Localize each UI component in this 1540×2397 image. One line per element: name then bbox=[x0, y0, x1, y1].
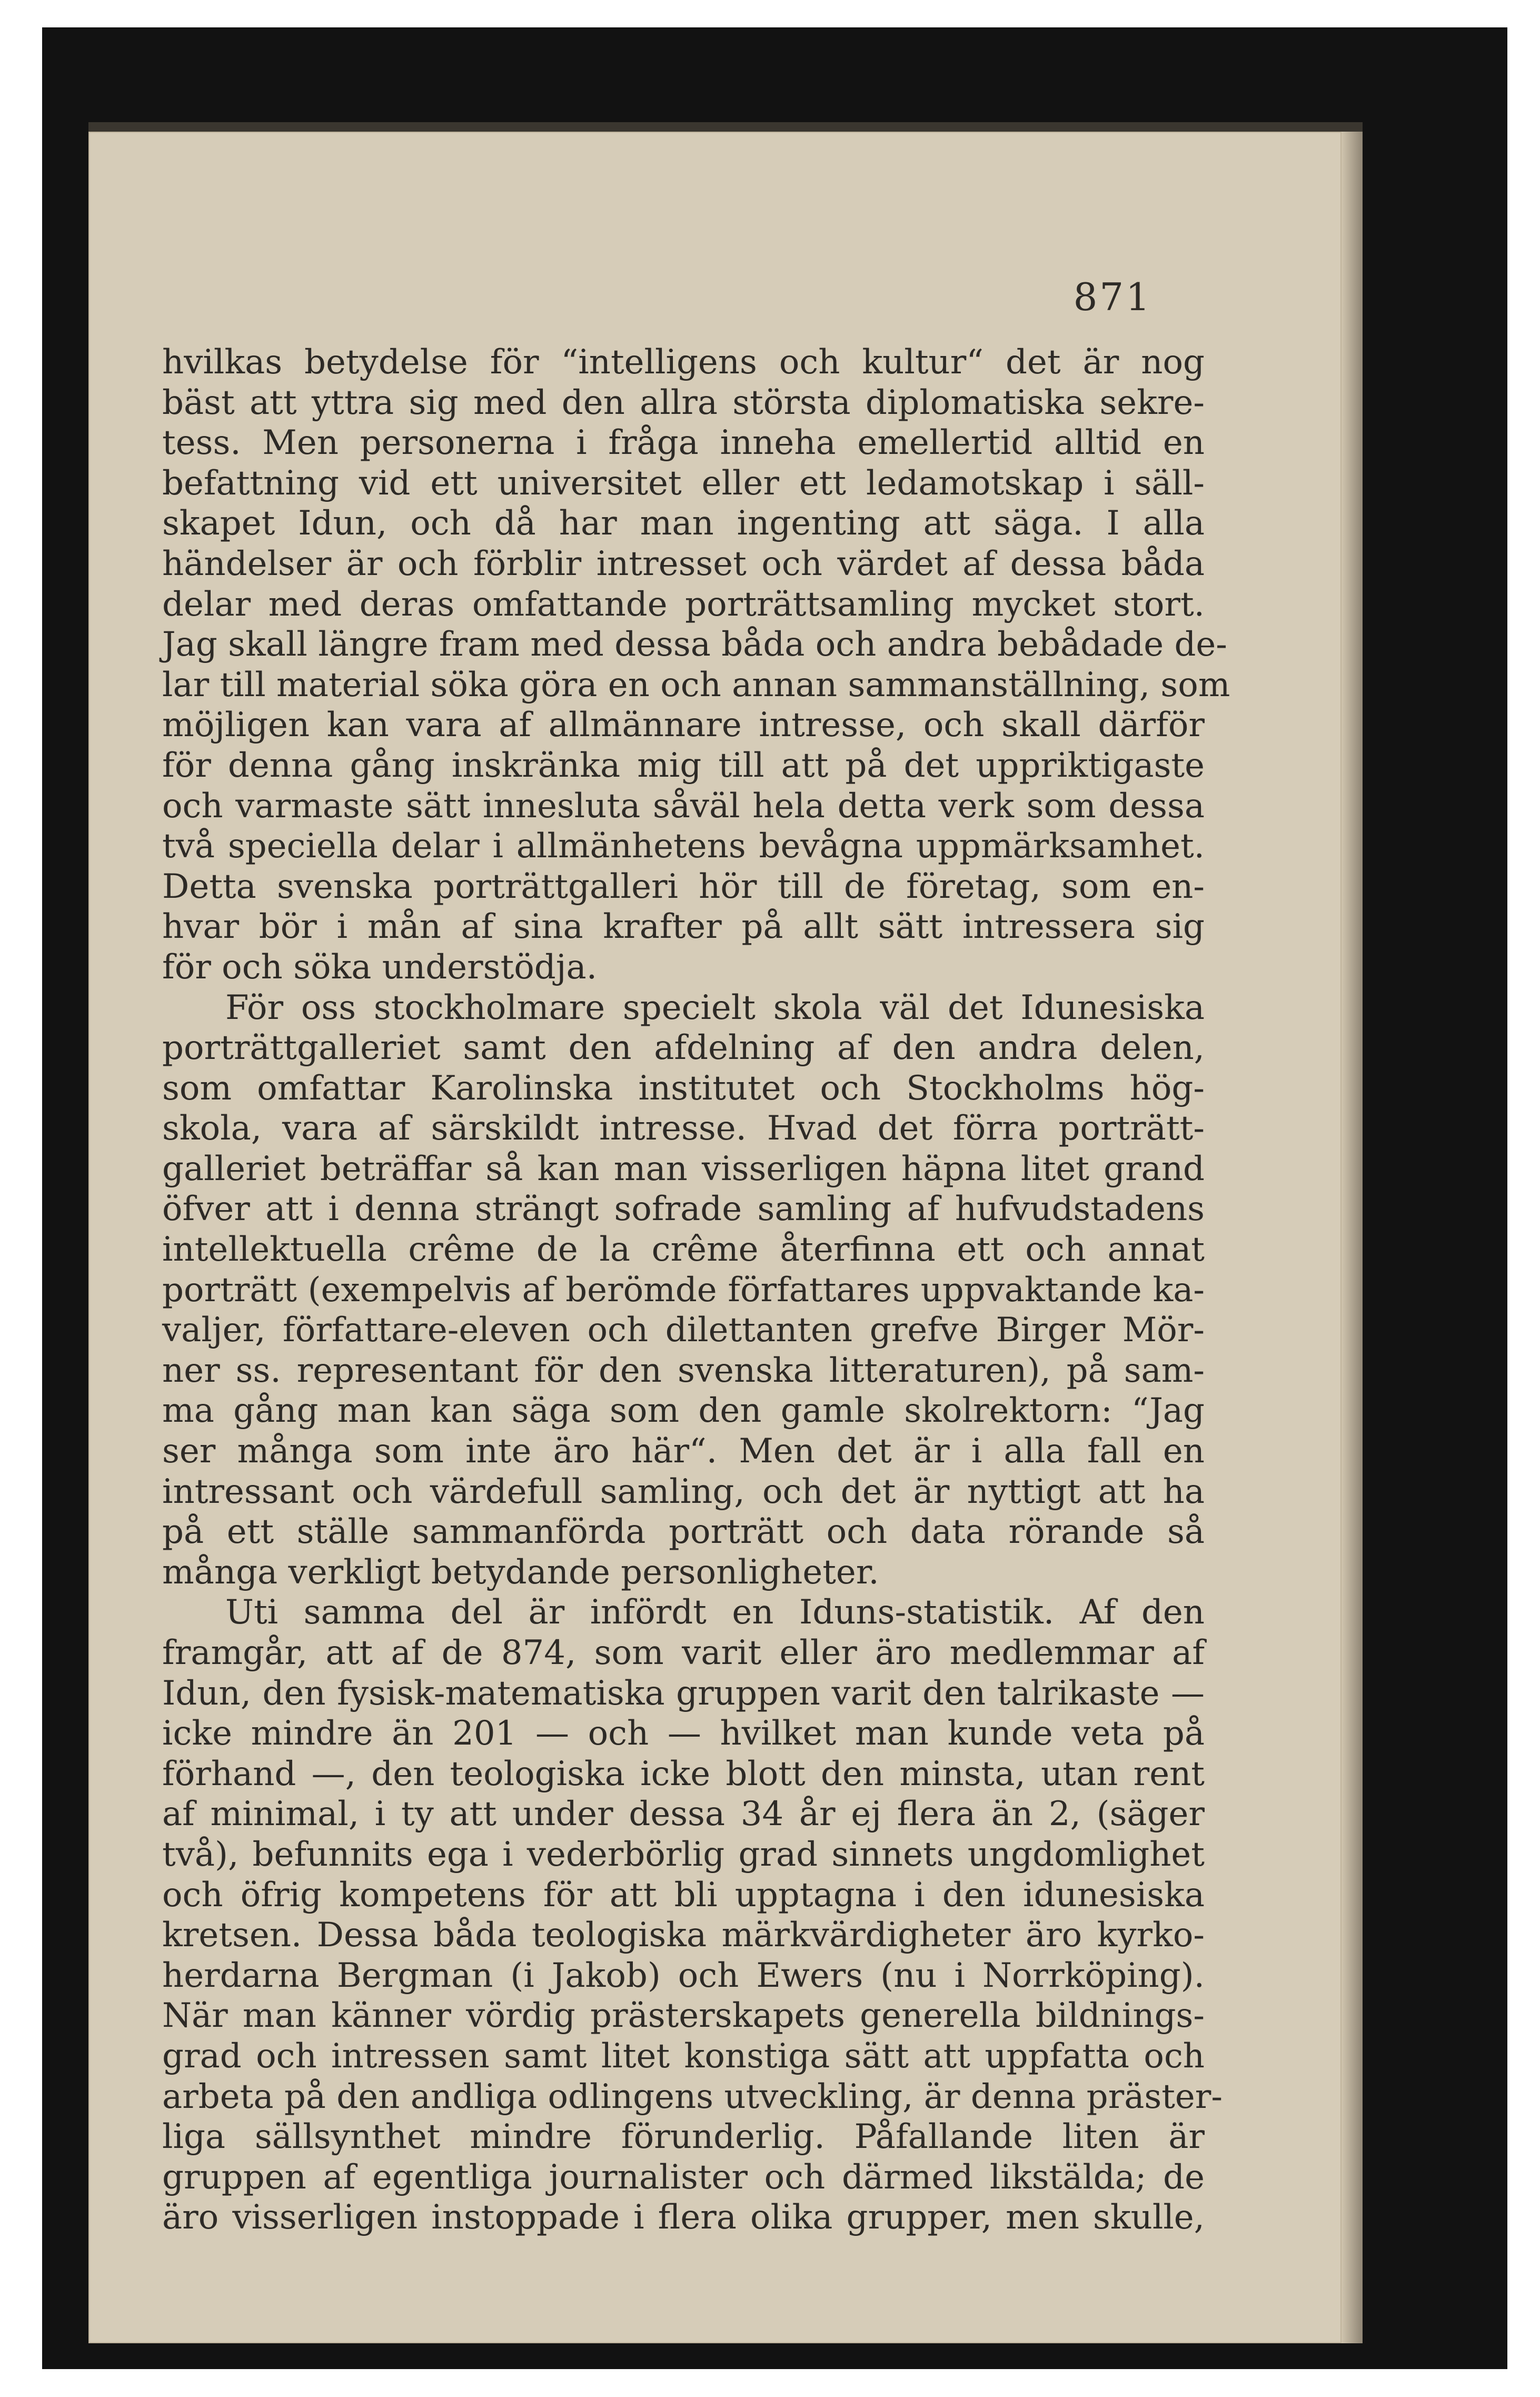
text-line: icke mindre än 201 — och — hvilket man kunde veta på bbox=[162, 1714, 1205, 1754]
text-line: och varmaste sätt innesluta såväl hela detta verk som dessa bbox=[162, 786, 1205, 826]
book-page bbox=[88, 132, 1342, 2343]
text-line: hvilkas betydelse för “intelligens och kultur“ det är nog bbox=[162, 343, 1205, 382]
text-line: intressant och värdefull samling, och det är nyttigt att ha bbox=[162, 1472, 1205, 1511]
text-line: skola, vara af särskildt intresse. Hvad det förra porträtt- bbox=[162, 1109, 1205, 1148]
text-line: bäst att yttra sig med den allra största diplomatiska sekre- bbox=[162, 383, 1205, 422]
text-line: två), befunnits ega i vederbörlig grad sinnets ungdomlighet bbox=[162, 1835, 1205, 1874]
text-line: Idun, den fysisk-matematiska gruppen varit den talrikaste — bbox=[162, 1673, 1205, 1713]
text-line: porträtt (exempelvis af berömde författares uppvaktande ka- bbox=[162, 1270, 1205, 1310]
text-line: befattning vid ett universitet eller ett ledamotskap i säll- bbox=[162, 463, 1205, 503]
text-line: ner ss. representant för den svenska litteraturen), på sam- bbox=[162, 1351, 1205, 1390]
text-line: framgår, att af de 874, som varit eller äro medlemmar af bbox=[162, 1633, 1205, 1672]
text-line: och öfrig kompetens för att bli upptagna i den idunesiska bbox=[162, 1875, 1205, 1915]
text-line: gruppen af egentliga journalister och därmed likstälda; de bbox=[162, 2157, 1205, 2197]
text-line: herdarna Bergman (i Jakob) och Ewers (nu i Norrköping). bbox=[162, 1956, 1205, 1995]
text-line: förhand —, den teologiska icke blott den minsta, utan rent bbox=[162, 1754, 1205, 1794]
text-line: porträttgalleriet samt den afdelning af den andra delen, bbox=[162, 1028, 1205, 1068]
text-line: grad och intressen samt litet konstiga sätt att uppfatta och bbox=[162, 2036, 1205, 2076]
text-line: ma gång man kan säga som den gamle skolrektorn: “Jag bbox=[162, 1391, 1205, 1431]
body-text bbox=[162, 342, 1230, 2238]
text-line: arbeta på den andliga odlingens utveckling, är denna präster- bbox=[162, 2077, 1223, 2116]
text-line: tess. Men personerna i fråga inneha emellertid alltid en bbox=[162, 423, 1205, 463]
text-line: Uti samma del är infördt en Iduns-statistik. Af den bbox=[225, 1593, 1205, 1632]
page-edge-shadow bbox=[1342, 132, 1363, 2343]
text-line: intellektuella crême de la crême återfinna ett och annat bbox=[162, 1230, 1205, 1270]
text-line: möjligen kan vara af allmännare intresse, och skall därför bbox=[162, 706, 1205, 745]
text-line: galleriet beträffar så kan man visserligen häpna litet grand bbox=[162, 1149, 1205, 1188]
text-line: af minimal, i ty att under dessa 34 år ej flera än 2, (säger bbox=[162, 1795, 1205, 1834]
text-line: Detta svenska porträttgalleri hör till de företag, som en- bbox=[162, 867, 1205, 906]
text-line: äro visserligen instoppade i flera olika grupper, men skulle, bbox=[162, 2198, 1205, 2237]
text-line: lar till material söka göra en och annan sammanställning, som bbox=[162, 665, 1230, 705]
text-line: När man känner vördig prästerskapets generella bildnings- bbox=[162, 1996, 1205, 2036]
text-line: liga sällsynthet mindre förunderlig. Påfallande liten är bbox=[162, 2117, 1205, 2157]
text-line: på ett ställe sammanförda porträtt och data rörande så bbox=[162, 1512, 1205, 1552]
text-line: ser många som inte äro här“. Men det är i alla fall en bbox=[162, 1432, 1205, 1471]
text-line: öfver att i denna strängt sofrade samling af hufvudstadens bbox=[162, 1190, 1205, 1229]
text-line: som omfattar Karolinska institutet och Stockholms hög- bbox=[162, 1068, 1205, 1108]
text-line: För oss stockholmare specielt skola väl det Idunesiska bbox=[225, 988, 1205, 1027]
page-number: 871 bbox=[1073, 275, 1152, 319]
text-line: valjer, författare-eleven och dilettanten grefve Birger Mör- bbox=[162, 1311, 1205, 1350]
text-line: skapet Idun, och då har man ingenting att säga. I alla bbox=[162, 504, 1205, 543]
text-line: två speciella delar i allmänhetens bevågna uppmärksamhet. bbox=[162, 827, 1205, 866]
text-line: för och söka understödja. bbox=[162, 947, 598, 987]
text-line: för denna gång inskränka mig till att på det uppriktigaste bbox=[162, 746, 1205, 785]
text-line: kretsen. Dessa båda teologiska märkvärdigheter äro kyrko- bbox=[162, 1916, 1205, 1955]
text-line: hvar bör i mån af sina krafter på allt sätt intressera sig bbox=[162, 907, 1205, 947]
text-line: delar med deras omfattande porträttsamling mycket stort. bbox=[162, 585, 1205, 624]
text-line: Jag skall längre fram med dessa båda och andra bebådade de- bbox=[162, 625, 1227, 665]
text-line: händelser är och förblir intresset och värdet af dessa båda bbox=[162, 544, 1205, 583]
text-line: många verkligt betydande personligheter. bbox=[162, 1552, 879, 1592]
